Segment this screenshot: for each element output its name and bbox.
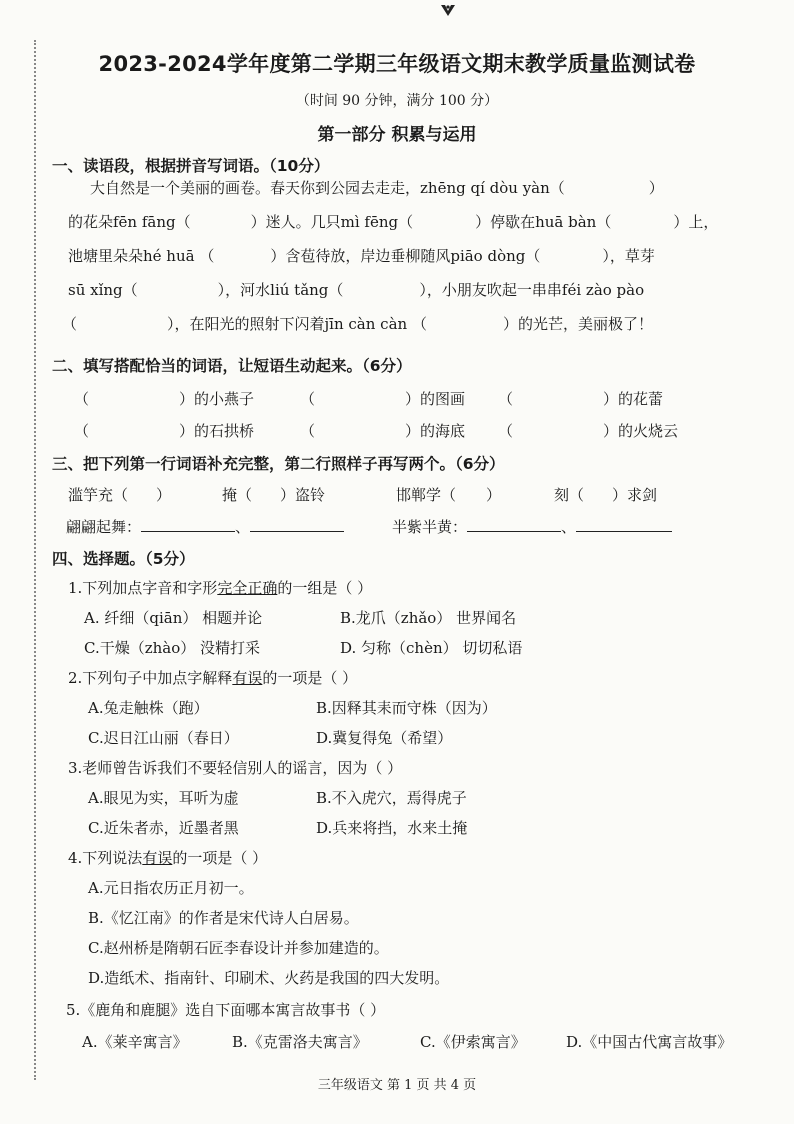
q1-line-5: （ ），在阳光的照射下闪着jīn càn càn （ ）的光芒，美丽极了！	[62, 315, 653, 333]
idiom-item: 邯郸学（ ）	[396, 486, 502, 504]
q2-item: （ ）的火烧云	[498, 422, 679, 440]
q2-item: （ ）的小燕子	[74, 390, 255, 408]
mc-option[interactable]: C.近朱者赤，近墨者黑	[88, 819, 239, 837]
mc-question-3: 3.老师曾告诉我们不要轻信别人的谣言，因为（ ）	[68, 759, 403, 777]
exam-title: 2023-2024学年度第二学期三年级语文期末教学质量监测试卷	[98, 52, 696, 76]
mc-option[interactable]: D. 匀称（chèn） 切切私语	[340, 639, 523, 657]
q2-heading: 二、填写搭配恰当的词语，让短语生动起来。（6分）	[52, 357, 412, 375]
q2-item: （ ）的石拱桥	[74, 422, 255, 440]
mc-option[interactable]: B.不入虎穴，焉得虎子	[316, 789, 467, 807]
mc-option[interactable]: D.兵来将挡，水来土掩	[316, 819, 468, 837]
mc-option[interactable]: B.因释其耒而守株（因为）	[316, 699, 497, 717]
answer-line[interactable]	[576, 517, 672, 532]
answer-line[interactable]	[250, 517, 344, 532]
mc-option[interactable]: C.干燥（zhào） 没精打采	[84, 639, 261, 657]
mc-option[interactable]: D.造纸术、指南针、印刷术、火药是我国的四大发明。	[88, 969, 450, 987]
q3-example-1: 翩翩起舞： 、	[66, 517, 344, 537]
mc-option[interactable]: C.赵州桥是隋朝石匠李春设计并参加建造的。	[88, 939, 389, 957]
mc-option[interactable]: B.龙爪（zhǎo） 世界闻名	[340, 609, 517, 627]
mc-option[interactable]: B.《克雷洛夫寓言》	[232, 1033, 368, 1051]
q2-item: （ ）的花蕾	[498, 390, 664, 408]
q1-line-3: 池塘里朵朵hé huā （ ）含苞待放，岸边垂柳随风piāo dòng（ ），草芽	[68, 247, 655, 265]
q4-heading: 四、选择题。（5分）	[52, 550, 195, 568]
exam-subtitle: （时间 90 分钟，满分 100 分）	[295, 93, 499, 109]
mc-question-2: 2.下列句子中加点字解释有误的一项是（ ）	[68, 669, 358, 687]
q3-heading: 三、把下列第一行词语补充完整，第二行照样子再写两个。（6分）	[52, 455, 505, 473]
part-heading: 第一部分 积累与运用	[317, 125, 477, 145]
q2-item: （ ）的海底	[300, 422, 466, 440]
answer-line[interactable]	[141, 517, 235, 532]
mc-question-1: 1.下列加点字音和字形完全正确的一组是（ ）	[68, 579, 373, 597]
mc-option[interactable]: C.《伊索寓言》	[420, 1033, 526, 1051]
answer-line[interactable]	[467, 517, 561, 532]
mc-option[interactable]: A.元日指农历正月初一。	[88, 879, 254, 897]
mc-option[interactable]: C.迟日江山丽（春日）	[88, 729, 239, 747]
mc-option[interactable]: D.冀复得兔（希望）	[316, 729, 453, 747]
q2-item: （ ）的图画	[300, 390, 466, 408]
page-footer: 三年级语文 第 1 页 共 4 页	[317, 1078, 477, 1093]
mc-option[interactable]: B.《忆江南》的作者是宋代诗人白居易。	[88, 909, 359, 927]
mc-question-5: 5.《鹿角和鹿腿》选自下面哪本寓言故事书（ ）	[66, 1001, 386, 1019]
mc-option[interactable]: A. 纤细（qiān） 相题并论	[84, 609, 263, 627]
mc-option[interactable]: A.兔走触株（跑）	[88, 699, 209, 717]
q1-line-2: 的花朵fēn fāng（ ）迷人。几只mì fēng（ ）停歇在huā bàn（ ）上，	[68, 213, 719, 231]
q1-heading: 一、读语段，根据拼音写词语。（10分）	[52, 157, 330, 175]
mc-option[interactable]: A.眼见为实，耳听为虚	[88, 789, 239, 807]
q1-line-4: sū xǐng（ ），河水liú tǎng（ ），小朋友吹起一串串féi zào pào	[68, 281, 645, 299]
q1-line-1: 大自然是一个美丽的画卷。春天你到公园去走走，zhēng qí dòu yàn（ ）	[90, 179, 664, 197]
idiom-item: 滥竽充（ ）	[68, 486, 172, 504]
mc-option[interactable]: A.《莱辛寓言》	[82, 1033, 188, 1051]
idiom-item: 刻（ ）求剑	[554, 486, 658, 504]
mc-question-4: 4.下列说法有误的一项是（ ）	[68, 849, 268, 867]
q3-example-2: 半紫半黄： 、	[392, 517, 672, 537]
idiom-item: 掩（ ）盗铃	[222, 486, 326, 504]
mc-option[interactable]: D.《中国古代寓言故事》	[566, 1033, 733, 1051]
